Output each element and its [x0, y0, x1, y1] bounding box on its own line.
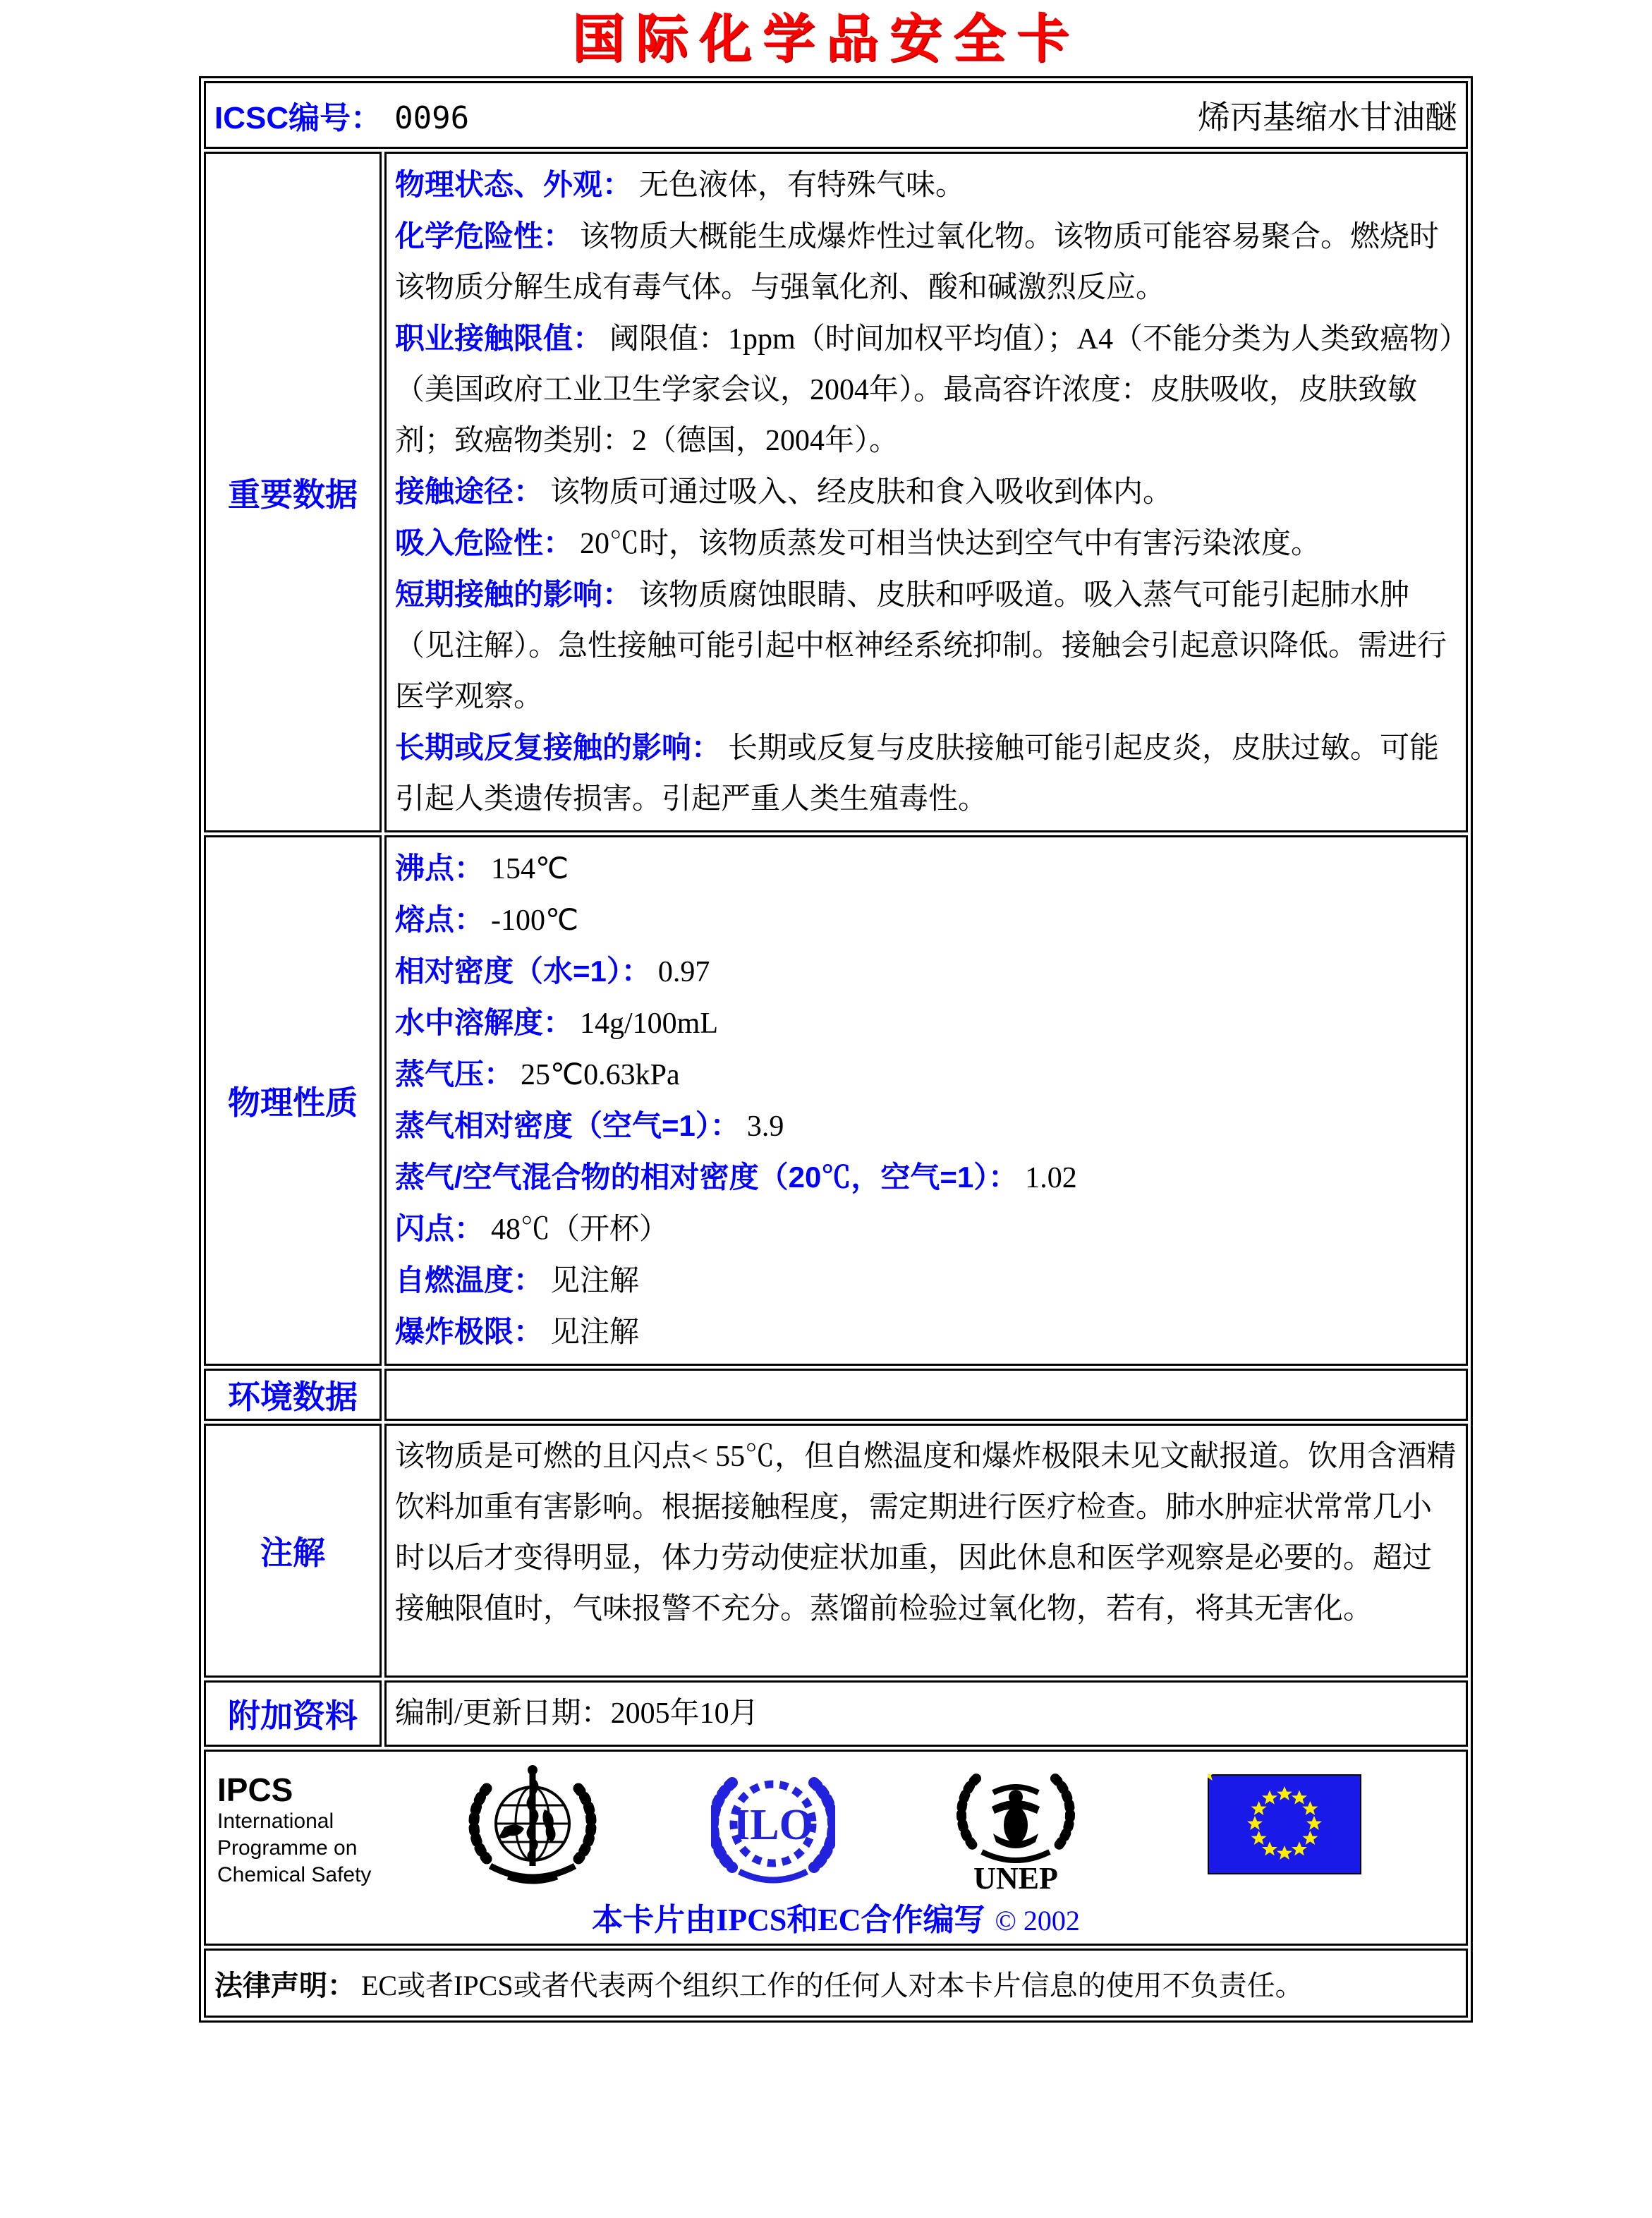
property-label: 爆炸极限：: [395, 1315, 544, 1348]
ipcs-subtitle-line3: Chemical Safety: [217, 1863, 372, 1886]
property-value: 154℃: [491, 853, 569, 885]
legal-label: 法律声明：: [214, 1970, 356, 2001]
property-value: 14g/100mL: [580, 1007, 719, 1040]
property-label: 闪点：: [395, 1212, 485, 1245]
property-line: [395, 1204, 1457, 1255]
additional-info-content: [384, 1680, 1468, 1747]
term-label: 物理状态、外观：: [395, 168, 633, 201]
property-value: -100℃: [491, 904, 579, 937]
important-data-content: [384, 152, 1468, 832]
notes-row: [204, 1424, 1468, 1678]
important-data-item: [395, 159, 1457, 211]
term-text: 阈限值：1ppm（时间加权平均值）；A4（不能分类为人类致癌物）（美国政府工业卫生学家会议，2004年）。最高容许浓度：皮肤吸收，皮肤致敏剂；致癌物类别：2（德国，2004年）。: [395, 323, 1454, 457]
term-label: 接触途径：: [395, 475, 544, 508]
credit-line: [206, 1894, 1466, 1939]
term-text: 该物质腐蚀眼睛、皮肤和呼吸道。吸入蒸气可能引起肺水肿（见注解）。急性接触可能引起中枢神经系统抑制。接触会引起意识降低。需进行医学观察。: [395, 579, 1447, 713]
property-label: 水中溶解度：: [395, 1006, 573, 1039]
icsc-number-group: [214, 92, 469, 138]
property-line: [395, 843, 1457, 895]
ipcs-acronym: IPCS: [217, 1771, 293, 1808]
property-line: [395, 1101, 1457, 1152]
unep-logo-icon: [952, 1760, 1079, 1898]
logos-cell: [204, 1750, 1468, 1946]
term-label: 化学危险性：: [395, 219, 573, 253]
term-text: 该物质大概能生成爆炸性过氧化物。该物质可能容易聚合。燃烧时该物质分解生成有毒气体。与强氧化剂、酸和碱激烈反应。: [395, 221, 1440, 304]
physical-properties-row: [204, 835, 1468, 1366]
environmental-data-label: 环境数据: [204, 1369, 382, 1421]
term-text: 该物质可通过吸入、经皮肤和食入吸收到体内。: [550, 476, 1173, 509]
important-data-item: [395, 313, 1457, 466]
ilo-logo-icon: [711, 1762, 835, 1892]
ipcs-subtitle-line1: International: [217, 1810, 334, 1833]
unep-letters: UNEP: [973, 1861, 1058, 1894]
property-line: [395, 946, 1457, 998]
credit-text: 本卡片由IPCS和EC合作编写: [592, 1903, 985, 1937]
legal-row: [204, 1949, 1468, 2018]
property-value: 见注解: [550, 1316, 640, 1349]
property-label: 蒸气相对密度（空气=1）：: [395, 1109, 740, 1142]
property-value: 25℃0.63kPa: [521, 1059, 680, 1091]
property-line: [395, 1307, 1457, 1358]
term-label: 职业接触限值：: [395, 322, 603, 355]
term-label: 长期或反复接触的影响：: [395, 731, 722, 764]
term-label: 短期接触的影响：: [395, 578, 633, 611]
header-row: [204, 81, 1468, 149]
additional-info-label: 附加资料: [204, 1680, 382, 1747]
term-label: 吸入危险性：: [395, 526, 573, 559]
ilo-letters: ILO: [733, 1801, 813, 1849]
important-data-item: [395, 518, 1457, 569]
property-line: [395, 998, 1457, 1049]
icsc-number-value: 0096: [394, 100, 470, 136]
property-label: 自燃温度：: [395, 1263, 544, 1297]
notes-text: 该物质是可燃的且闪点< 55℃，但自燃温度和爆炸极限未见文献报道。饮用含酒精饮料加重有害影响。根据接触程度，需定期进行医疗检查。肺水肿症状常常几小时以后才变得明显，体力劳动使症状加重，因此休息和医学观察是必要的。超过接触限值时，气味报警不充分。蒸馏前检验过氧化物，若有，将其无害化。: [395, 1441, 1457, 1625]
icsc-card-table: [199, 76, 1473, 2023]
term-text: 长期或反复与皮肤接触可能引起皮炎，皮肤过敏。可能引起人类遗传损害。引起严重人类生殖毒性。: [395, 732, 1440, 816]
property-line: [395, 895, 1457, 946]
property-label: 熔点：: [395, 903, 485, 936]
header-cell: [204, 81, 1468, 149]
property-line: [395, 1255, 1457, 1307]
term-text: 无色液体，有特殊气味。: [639, 169, 966, 202]
property-label: 相对密度（水=1）：: [395, 955, 651, 988]
important-data-item: [395, 211, 1457, 313]
copyright-text: © 2002: [995, 1905, 1080, 1937]
additional-info-row: [204, 1680, 1468, 1747]
environmental-data-row: [204, 1369, 1468, 1421]
eu-flag-icon: [1208, 1774, 1361, 1878]
important-data-row: [204, 152, 1468, 832]
property-value: 1.02: [1025, 1162, 1077, 1194]
who-logo-icon: [466, 1760, 600, 1898]
important-data-item: [395, 466, 1457, 518]
term-text: 20℃时，该物质蒸发可相当快达到空气中有害污染浓度。: [580, 528, 1321, 560]
property-line: [395, 1152, 1457, 1204]
icsc-number-label: ICSC编号：: [214, 101, 382, 135]
logos-row: [204, 1750, 1468, 1946]
property-value: 见注解: [550, 1265, 640, 1297]
property-label: 沸点：: [395, 852, 485, 885]
important-data-item: [395, 722, 1457, 825]
property-label: 蒸气压：: [395, 1058, 514, 1091]
update-date: 编制/更新日期：2005年10月: [395, 1697, 759, 1730]
property-value: 48℃（开杯）: [491, 1213, 669, 1246]
property-value: 3.9: [746, 1110, 784, 1143]
ipcs-subtitle-line2: Programme on: [217, 1836, 358, 1860]
important-data-item: [395, 569, 1457, 722]
property-line: [395, 1049, 1457, 1101]
property-value: 0.97: [657, 956, 710, 988]
ipcs-text-block: [217, 1771, 371, 1889]
notes-label: 注解: [204, 1424, 382, 1678]
notes-content: [384, 1424, 1468, 1678]
page-title: 国际化学品安全卡: [572, 11, 1080, 68]
legal-text: EC或者IPCS或者代表两个组织工作的任何人对本卡片信息的使用不负责任。: [361, 1969, 1304, 2001]
physical-properties-label: 物理性质: [204, 835, 382, 1366]
property-label: 蒸气/空气混合物的相对密度（20℃，空气=1）：: [395, 1160, 1019, 1194]
legal-cell: [204, 1949, 1468, 2018]
environmental-data-content: [384, 1369, 1468, 1421]
chemical-name: 烯丙基缩水甘油醚: [1198, 99, 1457, 135]
physical-properties-content: [384, 835, 1468, 1366]
important-data-label: 重要数据: [204, 152, 382, 832]
